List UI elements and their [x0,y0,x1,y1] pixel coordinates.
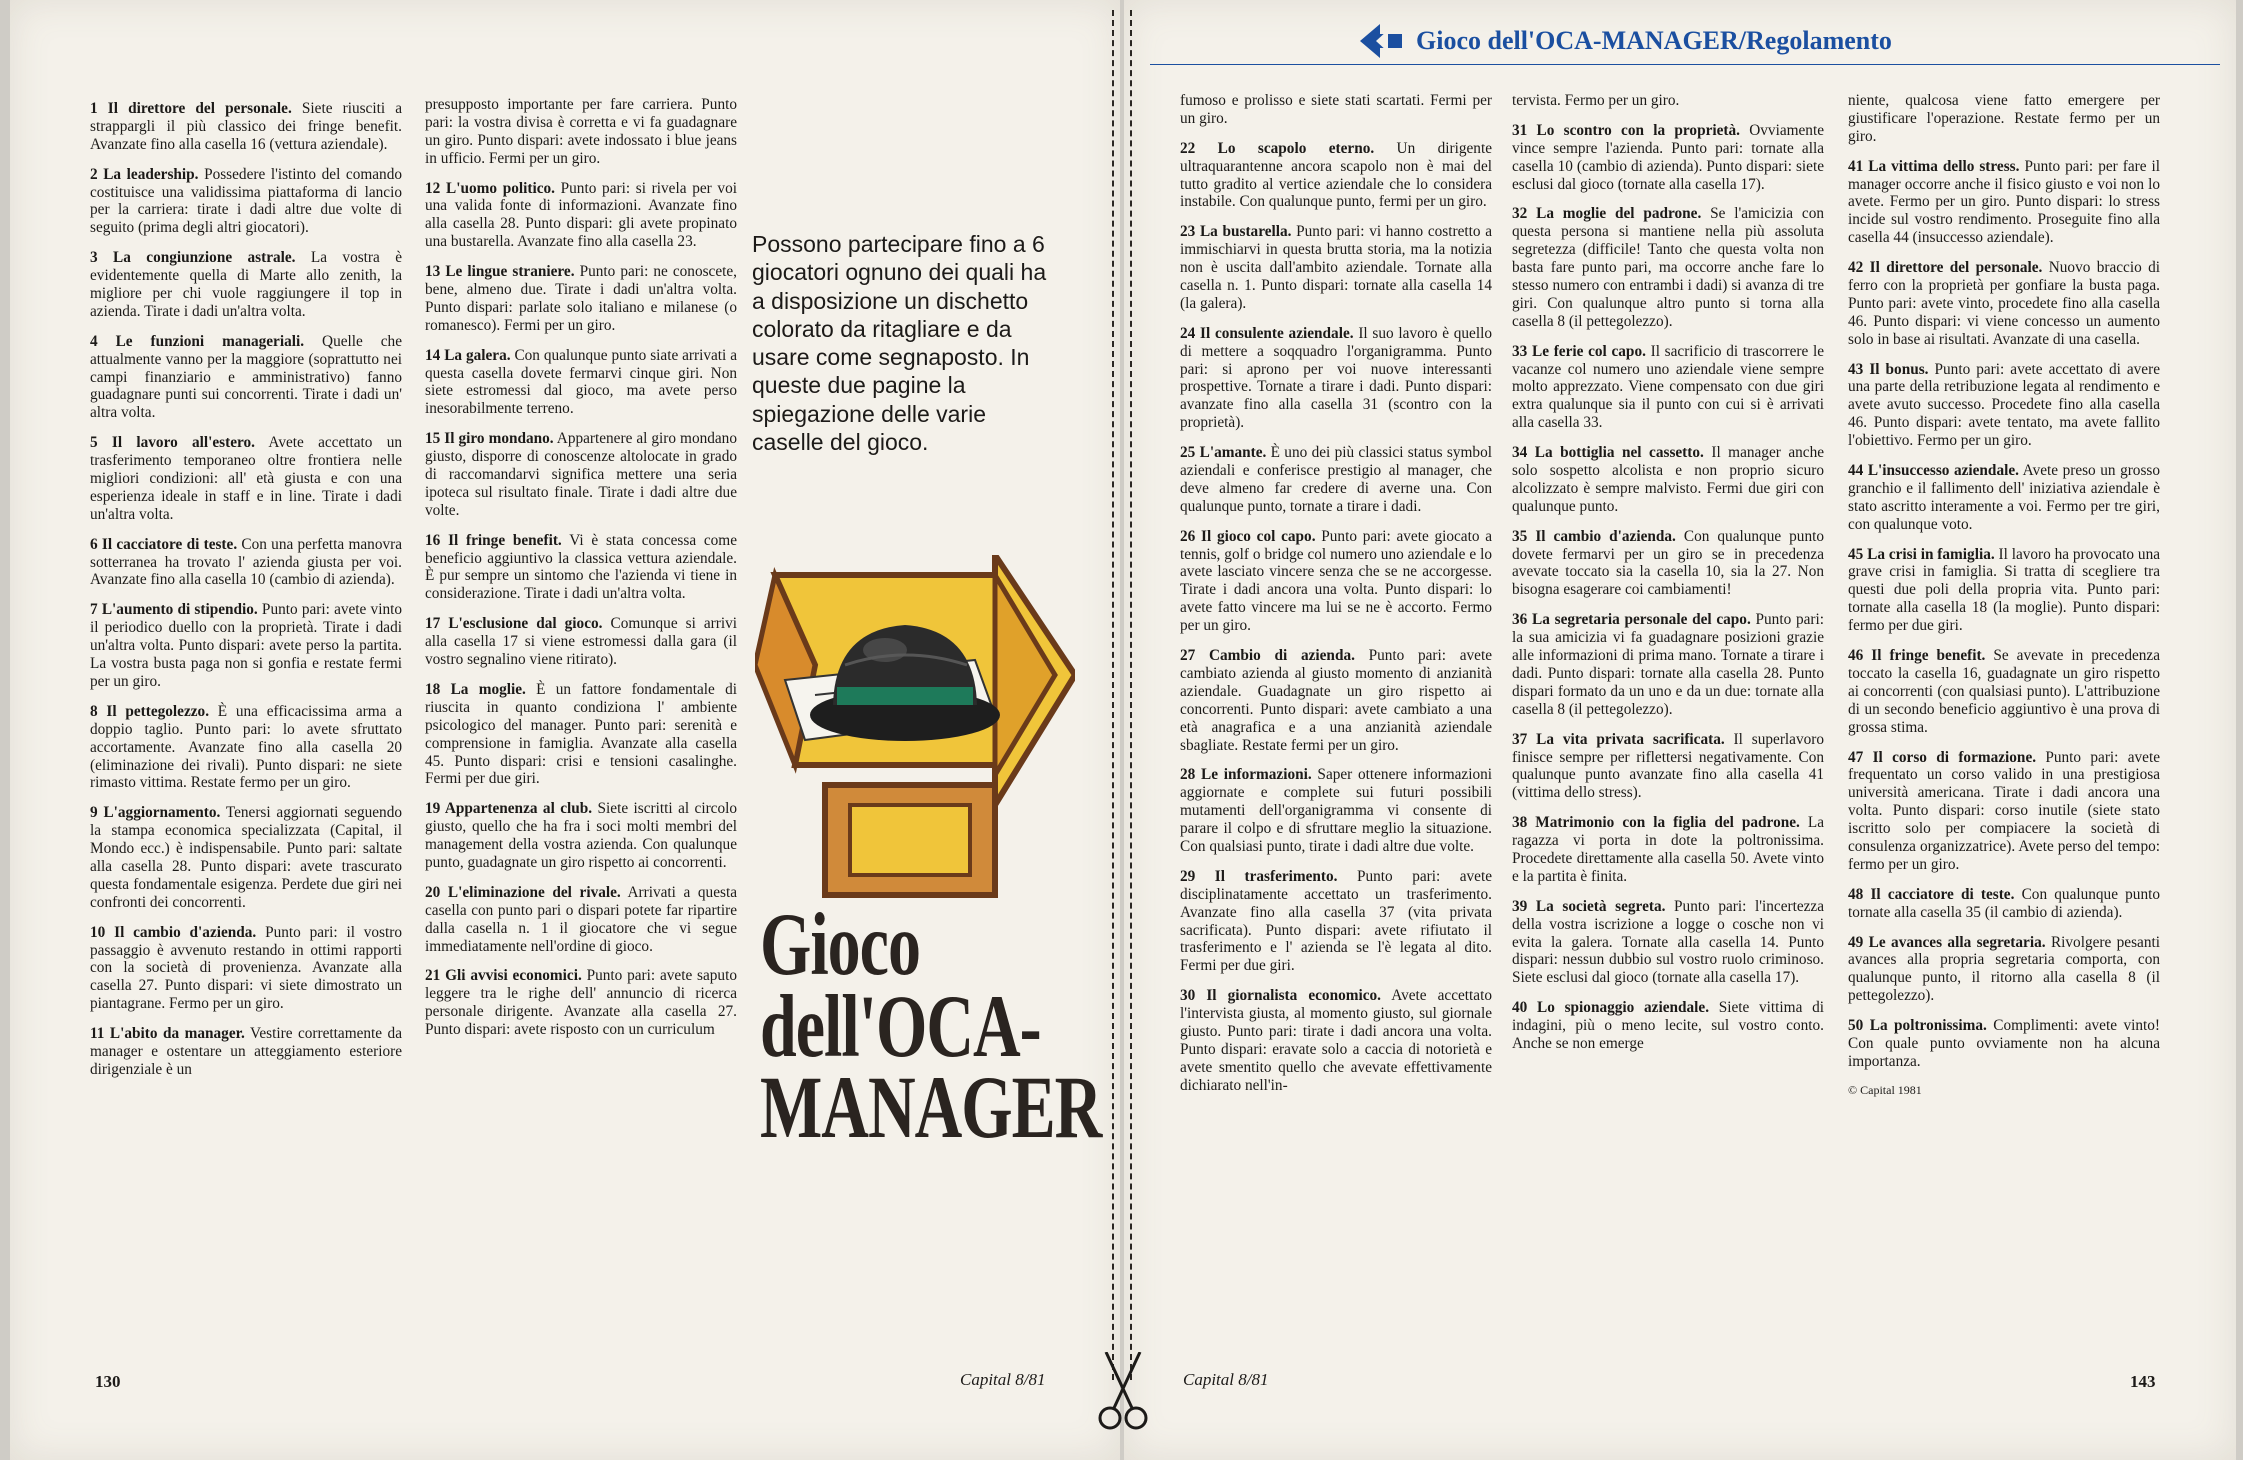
header-title: Gioco dell'OCA-MANAGER/Regolamento [1416,26,1892,55]
rules-column-5 [1848,92,2160,1109]
rule-heading: 3 La congiunzione astrale. [90,249,296,267]
rule-heading: 45 La crisi in famiglia. [1848,545,1995,563]
rule-entry [1512,898,1824,987]
rule-entry [425,615,737,669]
rules-column-3 [1180,92,1492,1107]
rule-text: È un fattore fondamentale di riuscita in quanto condiziona l' ambiente psicologico del manager. Punto pari: serenità e comprensione in famiglia. Avanzate alla casella 45. Punto dispari: crisi e tensioni casalinghe. Fermi per due giri. [425,680,737,788]
rule-heading: 27 Cambio di azienda. [1180,647,1355,665]
rule-heading: 25 L'amante. [1180,444,1267,462]
rule-heading: 20 L'eliminazione del rivale. [425,883,621,901]
rule-entry [1848,158,2160,247]
copyright-note: © Capital 1981 [1848,1082,1922,1097]
rule-entry [1512,343,1824,432]
rule-entry [1848,934,2160,1006]
rule-text: Punto pari: avete saputo leggere tra le righe dell' annuncio di ricerca personale dirigente. Avanzate alla casella 27. Punto dispari: avete risposto con un curriculum [425,967,737,1039]
rule-entry [90,166,402,238]
rule-text: È uno dei più classici status symbol aziendali e conferisce prestigio al manager, che deve almeno far credere di averne una. Con qualunque punto, tornate a tirare i dadi. [1180,444,1492,515]
rule-text: Punto pari: la sua amicizia vi fa guadagnare posizioni grazie alle informazioni di prima mano. Tornate a tirare i dadi. Punto dispari: tornate alla casella 28. Punto dispari formato da un uno e da un due: tornate alla casella 8 (il pettegolezzo). [1512,611,1824,718]
rule-heading: 34 La bottiglia nel cassetto. [1512,444,1704,462]
rule-heading: 15 Il giro mondano. [425,430,554,448]
rule-heading: 13 Le lingue straniere. [425,263,575,281]
rule-text: Punto pari: avete vinto il periodico duello con la proprietà. Tirate i dadi un'altra volta. Punto dispari: avete perso la partita. La vostra busta paga non si gonfia e restate fermi per un giro. [90,601,402,690]
rule-heading: 10 Il cambio d'azienda. [90,923,257,941]
rule-text: Il sacrificio di trascorrere le vacanze col numero uno aziendale viene sempre molto apprezzato. Viene compensato con due giri extra qualunque sia il punto con cui si è arrivati alla casella 33. [1512,342,1825,432]
rule-heading: 14 La galera. [425,346,511,364]
rule-entry [90,804,402,911]
rule-heading: 41 La vittima dello stress. [1848,157,2020,175]
rule-entry [1180,140,1492,212]
rule-heading: 2 La leadership. [90,165,199,183]
rule-text: Con una perfetta manovra sotterranea ha trovato l' azienda giusta per voi. Avanzate fino alla casella 10 (cambio di azienda). [90,535,402,589]
rule-entry [1848,749,2160,874]
rule-text: Punto pari: si rivela per voi una valida fonte di informazioni. Avanzate fino alla casella 28. Punto dispari: gli avete propinato una bustarella. Avanzate fino alla casella 23. [425,179,737,251]
rule-text: Un dirigente ultraquarantenne ancora scapolo non è mai del tutto gradito al vertice aziendale che lo considera instabile. Con qualunque punto, fermi per un giro. [1180,139,1492,211]
bowler-hat-illustration [755,555,1075,915]
rule-heading: 44 L'insuccesso aziendale. [1848,462,2019,480]
rule-heading: 19 Appartenenza al club. [425,800,593,818]
rules-column-4 [1512,92,1824,1065]
rule-text: Saper ottenere informazioni aggiornate e complete sui futuri possibili mutamenti dell'organigramma vi consente di parare il colpo e di sfruttare meglio la situazione. Con qualsiasi punto, tirate i dadi altre due volte. [1180,766,1492,855]
rule-text: tervista. Fermo per un giro. [1512,92,1680,109]
rule-entry [425,430,737,519]
rule-heading: 50 La poltronissima. [1848,1017,1987,1035]
rule-text: Avete accettato un trasferimento temporaneo oltre frontiera nelle migliori condizioni: all' età giusta e con una esperienza ideale in staff e in line. Tirate i dadi un'altra volta. [90,434,402,523]
rule-entry [1848,647,2160,736]
header-rule [1150,64,2220,65]
rule-entry [1512,999,1824,1053]
rule-text: Il lavoro ha provocato una grave crisi in famiglia. Si tratta di scegliere tra questi due poli della propria vita. Punto pari: tornate alla casella 18 (la moglie). Punto dispari: fermo per due giri. [1848,545,2161,635]
rule-entry [1512,528,1824,600]
rule-heading: 11 L'abito da manager. [90,1025,245,1043]
rule-text: Con qualunque punto tornate alla casella 35 (il cambio di azienda). [1848,885,2160,921]
page-number-left: 130 [95,1372,121,1391]
rule-entry [1512,611,1824,718]
rule-heading: 48 Il cacciatore di teste. [1848,885,2015,903]
rule-entry [1512,444,1824,516]
rule-text: Punto pari: avete accettato di avere una parte della retribuzione legata al rendimento e avete avuto successo. Procedete fino alla casella 46. Punto dispari: avete tentato, ma avete fallito l'obiettivo. Fermo per un giro. [1848,360,2160,450]
rule-entry [90,536,402,590]
rule-heading: 49 Le avances alla segretaria. [1848,933,2046,951]
issue-label-left: Capital 8/81 [960,1370,1046,1389]
rule-heading: 47 Il corso di formazione. [1848,748,2037,766]
rule-text: Con qualunque punto siate arrivati a questa casella dovete fermarvi cinque giri. Non siete estromessi dal gioco, ma avete perso inesorabilmente terreno. [425,346,737,418]
rule-entry [1512,814,1824,886]
rule-entry [1180,766,1492,855]
rules-column-1 [90,100,402,1091]
rule-text: Appartenere al giro mondano giusto, disporre di conoscenze altolocate in grado di raccomandarvi significa mettere una seria ipoteca sul risultato finale. Tirate i dadi altre due volte. [425,430,737,519]
rule-text: Punto pari: per fare il manager occorre anche il fisico giusto e voi non lo avete. Fermo per un giro. Punto dispari: lo stress incide sul vostro rendimento. Proseguite fino alla casella 44 (insuccesso aziendale). [1848,157,2161,247]
rule-text: Con qualunque punto dovete fermarvi per un giro se in precedenza avevate toccato sia la casella 10, sia la 27. Non bisogna esagerare coi cambiamenti! [1512,527,1824,599]
rule-text: La ragazza vi porta in dote la poltronissima. Procedete direttamente alla casella 50. Avete vinto e la partita è finita. [1512,814,1824,885]
rule-entry [425,263,737,335]
rule-entry [1848,886,2160,922]
rule-heading: 5 Il lavoro all'estero. [90,434,256,452]
game-title: Gioco dell'OCA- MANAGER [760,895,1102,1159]
rule-heading: 42 Il direttore del personale. [1848,259,2043,277]
rule-text: Punto pari: ne conoscete, bene, almeno due. Tirate i dadi un'altra volta. Punto dispari: parlate solo italiano e milanese (o romanesco). Fermi per un giro. [425,263,737,334]
rule-text: Possedere l'istinto del comando costituisce una validissima piattaforma di lancio per la carriera: tirate i dadi altre due volte di seguito (prima degli altri giocatori). [90,165,402,237]
rule-text: Punto pari: avete frequentato un corso valido in una prestigiosa università americana. Tirate i dadi ancora una volta. Punto dispari: corso inutile (siete stato iscritto solo per compiacere la società di consulenza organizzatrice). Avete perso del tempo: fermo per un giro. [1848,748,2160,873]
rule-heading: 30 Il giornalista economico. [1180,987,1381,1005]
rule-text: Punto pari: il vostro passaggio è avvenuto restando in ottimi rapporti con la società di provenienza. Avanzate alla casella 27. Punto dispari: vi siete dimostrato un piantagrane. Fermo per un giro. [90,923,403,1013]
cut-line-left [1112,10,1114,1380]
rule-text: Se l'amicizia con questa persona si mantiene nella più assoluta segretezza (difficile! Tanto che questa volta non basta fare punto pari, ma occorre anche fare lo stesso numero con entrambi i dadi) si avanza di tre giri. Con qualunque altro punto si torna alla casella 8 (il pettegolezzo). [1512,205,1824,330]
rule-heading: 43 Il bonus. [1848,360,1929,378]
rule-text: Se avevate in precedenza toccato la casella 16, guadagnate un giro rispetto ai concorrenti (con qualsiasi punto). L'attribuzione di un secondo beneficio aggiuntivo è una prova di grossa stima. [1848,647,2160,736]
rule-entry [1180,647,1492,754]
rule-heading: 28 Le informazioni. [1180,766,1312,784]
rule-heading: 35 Il cambio d'azienda. [1512,527,1676,545]
rule-entry [1848,546,2160,635]
rule-entry [425,180,737,252]
rule-heading: 37 La vita privata sacrificata. [1512,730,1725,748]
rule-entry [425,967,737,1039]
rule-entry [90,703,402,792]
rule-entry [1512,122,1824,194]
rule-text: È una efficacissima arma a doppio taglio. Punto pari: lo avete sfruttato accortamente. Avanzate fino alla casella 20 (eliminazione dei rivali). Punto dispari: ne siete rimasto vittima. Restate fermo per un giro. [90,702,402,792]
rule-entry [1848,1017,2160,1071]
scissors-icon [1088,1352,1158,1432]
rule-entry [425,347,737,419]
rule-entry [425,800,737,872]
rule-text: Punto pari: avete disciplinatamente accettato un trasferimento. Avanzate fino alla casella 37 (vita privata sacrificata). Punto dispari: avete rifiutato il trasferimento e l' azienda se l'è legata al dito. Fermi per due giri. [1180,867,1492,975]
page-header [1360,24,1892,58]
rule-heading: 21 Gli avvisi economici. [425,967,582,985]
rule-heading: 9 L'aggiornamento. [90,804,221,822]
rule-text: Punto pari: vi hanno costretto a immischiarvi in questa brutta storia, ma la notizia non è uscita dall'ambito aziendale. Tornate alla casella n. 1. Punto dispari: tornate alla casella 14 (la galera). [1180,223,1492,312]
rule-text: Nuovo braccio di ferro con la proprietà per gonfiare la busta paga. Punto pari: avete vinto, procedete fino alla casella 46. Punto dispari: vi viene concesso un aumento solo in base ai risultati. Avanzate di una casella. [1848,259,2160,348]
rule-text: presupposto importante per fare carriera. Punto pari: la vostra divisa è corretta e vi fa guadagnare un giro. Punto dispari: avete indossato i blue jeans in ufficio. Fermi per un giro. [425,96,737,167]
rule-entry [90,333,402,422]
rule-text: Rivolgere pesanti avances alla propria segretaria comporta, con qualunque punto, il ritorno alla casella 8 (il pettegolezzo). [1848,933,2160,1005]
rule-heading: 38 Matrimonio con la figlia del padrone. [1512,814,1800,832]
rule-text: Avete accettato l'intervista giusta, al momento giusto, sul giornale giusto. Punto pari: tirate i dadi ancora una volta. Punto dispari: eravate solo a caccia di notorietà e avete smentito quello che avevate effettivamente dichiarato nell'in- [1180,987,1492,1094]
rule-entry [1848,462,2160,534]
rule-text: Il superlavoro finisce sempre per riflettersi negativamente. Con qualunque punto avanzate fino alla casella 41 (vittima dello stress). [1512,730,1824,802]
rule-entry [425,681,737,788]
rule-entry [425,532,737,604]
rule-entry [425,96,737,168]
rule-text: Ovviamente vince sempre l'azienda. Punto pari: tornate alla casella 10 (cambio di azienda). Punto dispari: siete esclusi dal gioco (tornate alla casella 17). [1512,121,1824,193]
rule-heading: 16 Il fringe benefit. [425,531,562,549]
rule-entry [1512,205,1824,330]
rule-heading: 7 L'aumento di stipendio. [90,601,258,619]
rule-entry [1180,444,1492,516]
rule-heading: 46 Il fringe benefit. [1848,647,1986,665]
rule-text: niente, qualcosa viene fatto emergere per giustificare l'operazione. Restate fermo per un giro. [1848,92,2160,145]
cut-line-right [1130,10,1132,1380]
rule-heading: 24 Il consulente aziendale. [1180,324,1354,342]
rule-heading: 33 Le ferie col capo. [1512,342,1646,360]
rule-entry [1512,731,1824,803]
rule-heading: 29 Il trasferimento. [1180,867,1338,885]
rule-text: Punto pari: avete giocato a tennis, golf o bridge col numero uno aziendale e lo avete lasciato vincere senza che se ne accorgesse. Tirate i dadi ancora una volta. Punto dispari: lo avete fatto vincere ma lui se ne è accorto. Fermo per un giro. [1180,527,1493,635]
rule-entry [1848,92,2160,146]
rule-text: La vostra è evidentemente quella di Marte allo zenith, la migliore per chi vuole raggiungere il top in azienda. Tirate i dadi un'altra volta. [90,249,402,320]
rule-heading: 22 Lo scapolo eterno. [1180,139,1375,157]
rule-text: fumoso e prolisso e siete stati scartati. Fermi per un giro. [1180,92,1492,127]
rule-text: Complimenti: avete vinto! Con quale punto ovviamente non ha alcuna importanza. [1848,1017,2160,1070]
rule-heading: 40 Lo spionaggio aziendale. [1512,999,1710,1017]
rule-text: Siete iscritti al circolo giusto, quello che ha fra i soci molti membri del management della vostra azienda. Con qualunque punto, guadagnate un giro rispetto ai concorrenti. [425,800,737,871]
rule-text: Comunque si arrivi alla casella 17 si viene estromessi dalla gara (il vostro segnalino viene ritirato). [425,615,737,669]
rule-entry [90,1025,402,1079]
rule-text: Il suo lavoro è quello di mettere a soqquadro l'organigramma. Punto pari: si aprono per voi nuove interessanti prospettive. Tornate a tirare i dadi. Punto dispari: avanzate fino alla casella 31 (scontro con la proprietà). [1180,324,1492,432]
rule-entry [1512,92,1824,110]
rule-text: Siete vittima di indagini, più o meno lecite, sul vostro conto. Anche se non emerge [1512,999,1824,1052]
rule-text: Vestire correttamente da manager e ostentare un atteggiamento esteriore dirigenziale è un [90,1025,402,1078]
rule-entry [1180,868,1492,975]
rule-entry [1848,259,2160,348]
rule-heading: 12 L'uomo politico. [425,179,555,197]
rule-heading: 8 Il pettegolezzo. [90,702,210,720]
rule-entry [90,249,402,321]
rule-entry [90,100,402,154]
back-arrow-icon [1360,24,1402,58]
rule-text: Vi è stata concessa come beneficio aggiuntivo la classica vettura aziendale. È pur sempre un sintomo che l'azienda vi tiene in considerazione. Tirate i dadi un'altra volta. [425,531,737,603]
rule-heading: 26 Il gioco col capo. [1180,527,1316,545]
rule-entry [1848,361,2160,450]
rule-text: Il manager anche solo sospetto alcolista e non proprio sicuro alcolizzato è sempre malvisto. Fermi due giri con qualunque punto. [1512,444,1825,515]
intro-text: Possono partecipare fino a 6 giocatori ognuno dei quali ha a disposizione un dischetto colorato da ritagliare e da usare come segnaposto. In queste due pagine la spiegazione delle varie caselle del gioco. [752,231,1047,455]
rule-entry [1180,987,1492,1094]
rule-heading: 1 Il direttore del personale. [90,100,292,117]
rule-heading: 17 L'esclusione dal gioco. [425,615,603,633]
rule-text: Tenersi aggiornati seguendo la stampa economica specializzata (Capital, il Mondo ecc.) è indispensabile. Punto pari: saltate alla casella 28. Punto dispari: avete trascurato questa fondamentale esigenza. Perdete due giri nei confronti dei concorrenti. [90,804,402,911]
rule-heading: 4 Le funzioni manageriali. [90,332,305,350]
rule-heading: 39 La società segreta. [1512,897,1666,915]
rule-entry [90,924,402,1013]
rule-entry [1180,92,1492,128]
rule-text: Punto pari: l'incertezza della vostra iscrizione a logge o cosche non vi evita la galera. Tornate alla casella 14. Punto dispari: nessun dubbio sul vostro ruolo criminoso. Siete esclusi dal gioco (tornate alla casella 17). [1512,897,1824,987]
rule-entry [1180,325,1492,432]
rule-entry [425,884,737,956]
rule-text: Quelle che attualmente vanno per la maggiore (soprattutto nei campi finanziario e amministrativo) fanno guadagnare punti sui concorrenti. Tirate i dadi un' altra volta. [90,332,402,422]
rules-column-2 [425,96,737,1051]
rule-heading: 36 La segretaria personale del capo. [1512,611,1751,629]
rule-entry [1180,528,1492,635]
issue-label-right: Capital 8/81 [1183,1370,1269,1389]
rule-text: Avete preso un grosso granchio e il fallimento dell' iniziativa aziendale è stato ascritto interamente a voi. Fermo per tre giri, con qualunque voto. [1848,462,2161,533]
rule-entry [90,601,402,690]
rule-entry [90,434,402,523]
rule-heading: 23 La bustarella. [1180,223,1292,241]
rule-text: Arrivati a questa casella con punto pari o dispari potete far ripartire dalla casella n. 1 il giocatore che vi segue immediatamente nell'ordine di gioco. [425,883,737,955]
page-number-right: 143 [2130,1372,2156,1391]
rule-text: Punto pari: avete cambiato azienda al giusto momento di anzianità aziendale. Guadagnate un giro rispetto ai concorrenti. Punto dispari: avete cambiato a una età anagrafica e a una anzianità aziendale sbagliate. Restate fermi per un giro. [1180,647,1492,754]
rule-heading: 18 La moglie. [425,680,526,698]
rule-heading: 31 Lo scontro con la proprietà. [1512,121,1740,139]
rule-heading: 6 Il cacciatore di teste. [90,535,238,553]
rule-entry [1180,223,1492,312]
rule-text: Siete riusciti a strappargli il più classico dei fringe benefit. Avanzate fino alla casella 16 (vettura aziendale). [90,100,402,153]
rule-heading: 32 La moglie del padrone. [1512,205,1702,223]
